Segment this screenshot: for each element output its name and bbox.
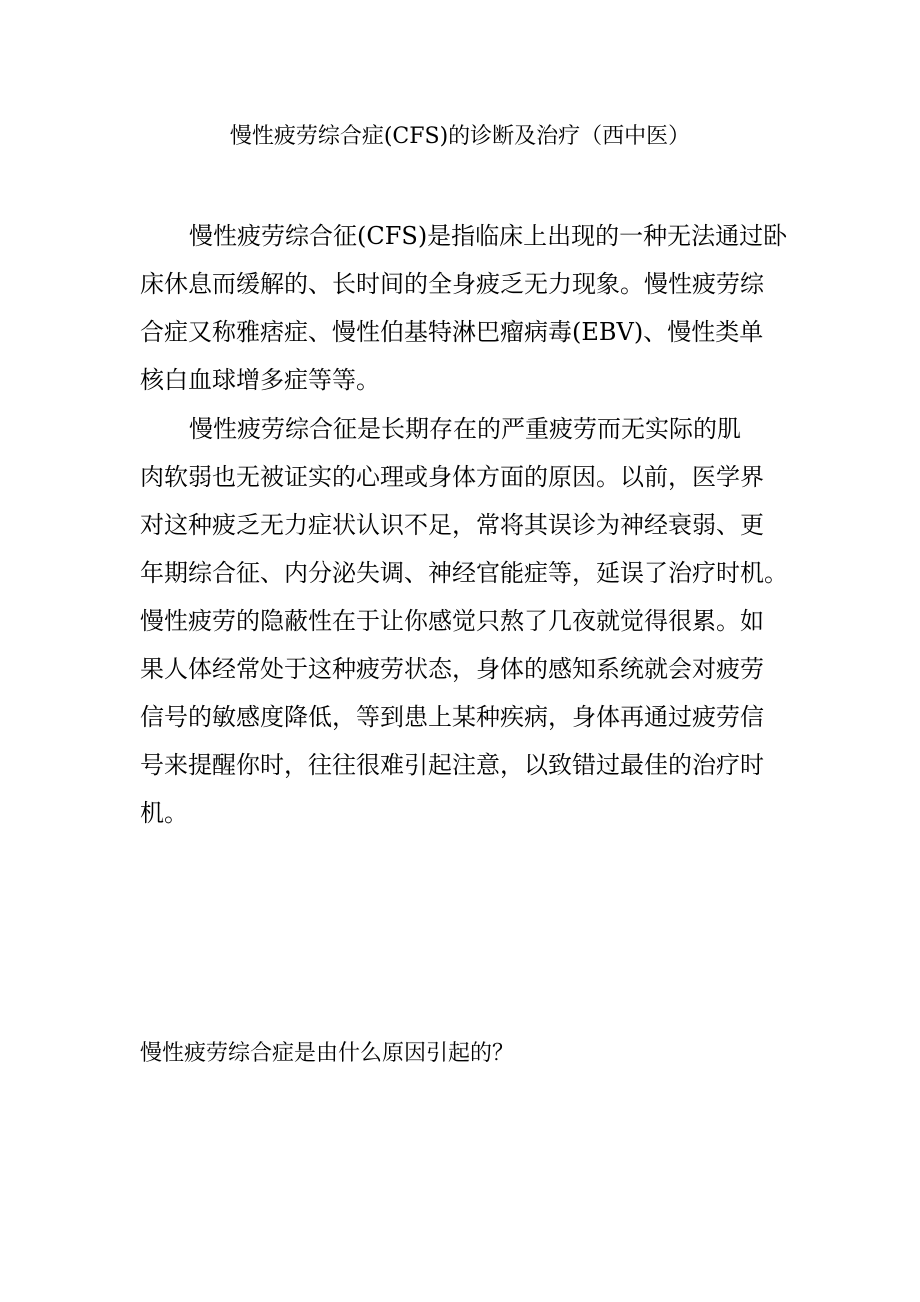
paragraph-line: 果人体经常处于这种疲劳状态，身体的感知系统就会对疲劳 (140, 655, 764, 683)
section-subheading: 慢性疲劳综合症是由什么原因引起的？ (140, 1041, 515, 1066)
paragraph-line: 机。 (140, 799, 188, 827)
paragraph-line: 对这种疲乏无力症状认识不足，常将其误诊为神经衰弱、更 (140, 511, 764, 539)
paragraph-line: 慢性疲劳综合征是长期存在的严重疲劳而无实际的肌 (189, 415, 741, 443)
paragraph-line: 号来提醒你时，往往很难引起注意，以致错过最佳的治疗时 (140, 751, 764, 779)
paragraph-line: 核白血球增多症等等。 (140, 366, 380, 394)
paragraph-definition (140, 212, 800, 404)
paragraph-line: 年期综合征、内分泌失调、神经官能症等，延误了治疗时机。 (140, 559, 788, 587)
paragraph-description (140, 405, 800, 837)
paragraph-line: 床休息而缓解的、长时间的全身疲乏无力现象。慢性疲劳综 (140, 270, 764, 298)
paragraph-line: 慢性疲劳综合征(CFS)是指临床上出现的一种无法通过卧 (189, 222, 788, 250)
document-title: 慢性疲劳综合症(CFS)的诊断及治疗（西中医） (229, 124, 691, 149)
paragraph-line: 合症又称雅痞症、慢性伯基特淋巴瘤病毒(EBV)、慢性类单 (140, 318, 764, 346)
paragraph-line: 信号的敏感度降低，等到患上某种疾病，身体再通过疲劳信 (140, 703, 764, 731)
paragraph-line: 肉软弱也无被证实的心理或身体方面的原因。以前，医学界 (140, 463, 764, 491)
paragraph-line: 慢性疲劳的隐蔽性在于让你感觉只熬了几夜就觉得很累。如 (140, 607, 764, 635)
